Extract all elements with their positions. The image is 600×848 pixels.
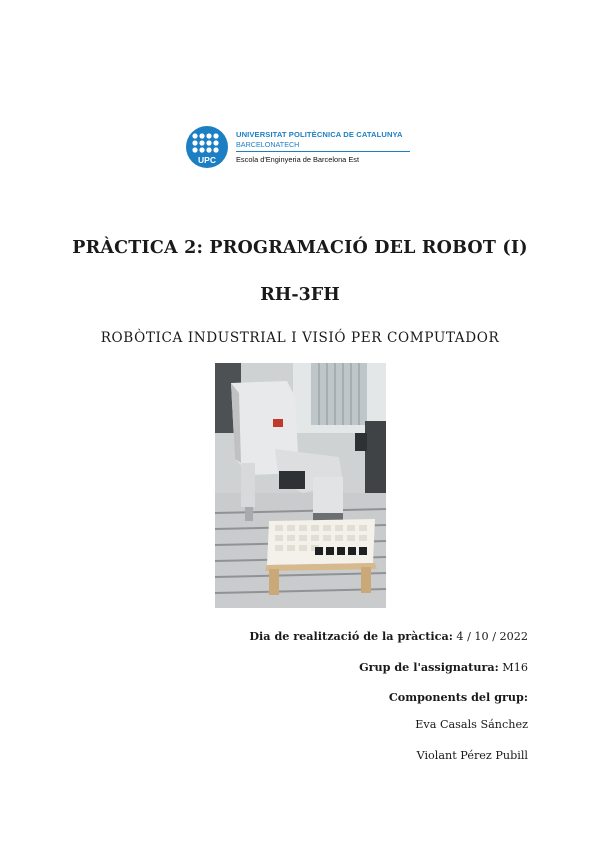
members-label: Components del grup:	[388, 690, 528, 704]
university-name: UNIVERSITAT POLITÈCNICA DE CATALUNYA	[236, 130, 403, 139]
robot-photo-illustration	[215, 363, 386, 608]
university-subname: BARCELONATECH	[236, 140, 300, 149]
date-value: 4 / 10 / 2022	[452, 630, 528, 643]
member-2: Violant Pérez Pubill	[416, 749, 528, 762]
university-logo	[186, 126, 416, 170]
course-name: ROBÒTICA INDUSTRIAL I VISIÓ PER COMPUTADOR	[100, 330, 500, 346]
school-name: Escola d'Enginyeria de Barcelona Est	[236, 155, 360, 164]
course-group	[359, 660, 528, 674]
member-1: Eva Casals Sánchez	[415, 718, 528, 731]
logo-divider	[236, 151, 410, 152]
upc-mark-text: UPC	[198, 155, 216, 165]
document-title: PRÀCTICA 2: PROGRAMACIÓ DEL ROBOT (I)	[72, 238, 528, 258]
document-subtitle: RH-3FH	[260, 285, 340, 305]
date-label: Dia de realització de la pràctica:	[249, 629, 453, 643]
practice-date	[249, 629, 528, 643]
members-heading	[389, 690, 528, 704]
group-label: Grup de l'assignatura:	[359, 660, 499, 674]
group-value: M16	[498, 661, 528, 674]
upc-logo-mark	[186, 126, 228, 168]
robot-photo	[215, 363, 386, 608]
